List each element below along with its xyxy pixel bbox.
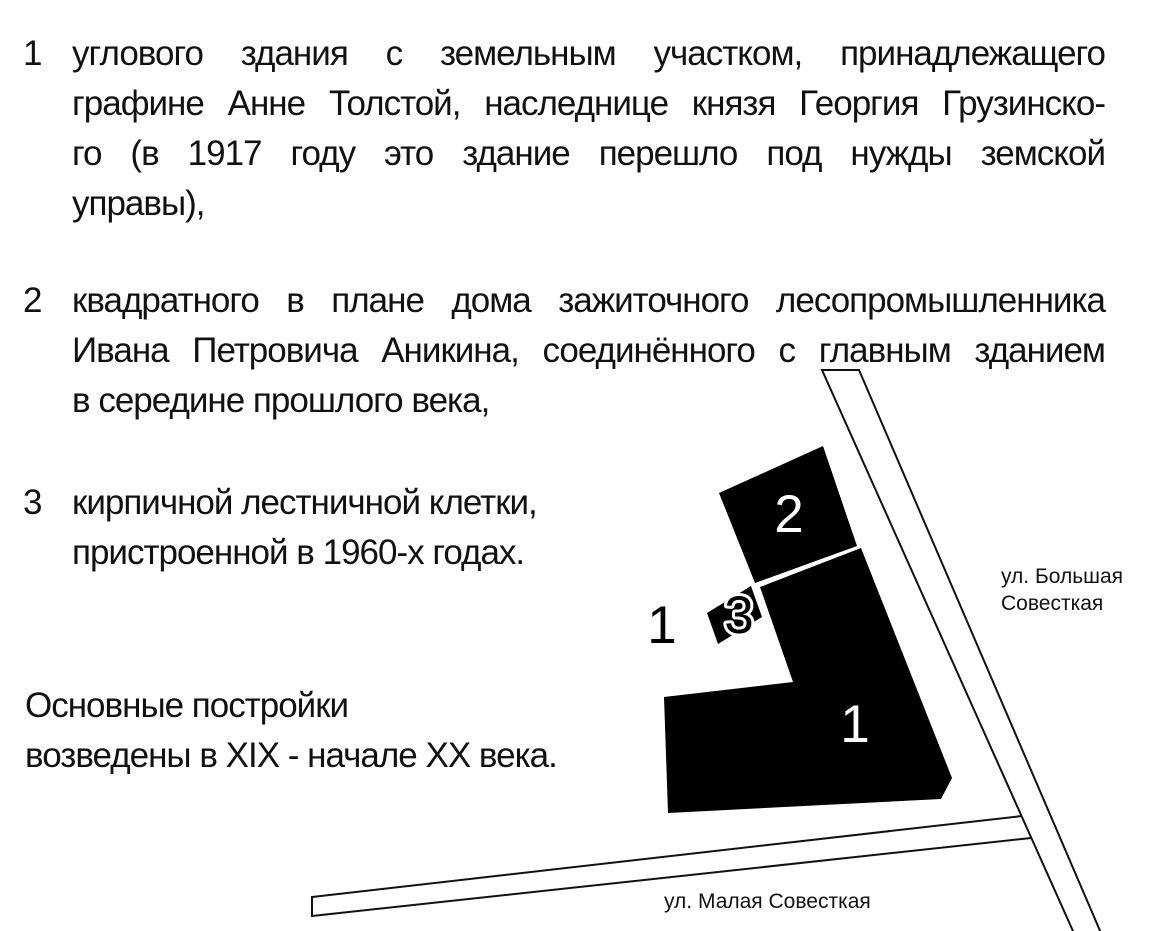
- building-3-label: 3: [724, 586, 754, 645]
- legend-item-1-line-1: углового здания с земельным участком, принадлежащего: [72, 34, 1105, 73]
- note-line-1: Основные постройки: [25, 686, 349, 725]
- legend-item-2-line-2: Ивана Петровича Аникина, соединённого с главным зданием: [72, 331, 1105, 370]
- legend-item-3-line-2: пристроенной в 1960-х годах.: [72, 533, 525, 572]
- street-label-bolshaya-line-1: ул. Большая: [1001, 565, 1124, 588]
- legend-item-1-line-4: управы),: [72, 184, 205, 223]
- note-line-2: возведены в XIX - начале XX века.: [25, 736, 557, 775]
- legend-item-2-line-3: в середине прошлого века,: [72, 381, 490, 420]
- legend-item-3-line-1: кирпичной лестничной клетки,: [72, 483, 537, 522]
- street-label-malaya-sovetskaya: ул. Малая Совесткая: [664, 890, 871, 913]
- street-label-bolshaya-sovetskaya: [1001, 563, 1151, 617]
- legend-item-1-marker: 1: [23, 34, 42, 73]
- building-1-footprint: [664, 548, 952, 813]
- street-label-bolshaya-line-2: Совесткая: [1001, 592, 1104, 615]
- legend-item-2-marker: 2: [23, 281, 42, 320]
- legend-item-2-line-1: квадратного в плане дома зажиточного лесопромышленника: [72, 281, 1105, 320]
- building-1-inside-label: 1: [840, 695, 870, 754]
- legend-item-1-line-2: графине Анне Толстой, наследнице князя Георгия Грузинско-: [72, 84, 1105, 123]
- building-2-label: 2: [774, 485, 804, 544]
- legend-item-1-line-3: го (в 1917 году это здание перешло под нужды земской: [72, 134, 1105, 173]
- legend-item-3-marker: 3: [23, 483, 42, 522]
- building-1-outside-label: 1: [647, 596, 677, 655]
